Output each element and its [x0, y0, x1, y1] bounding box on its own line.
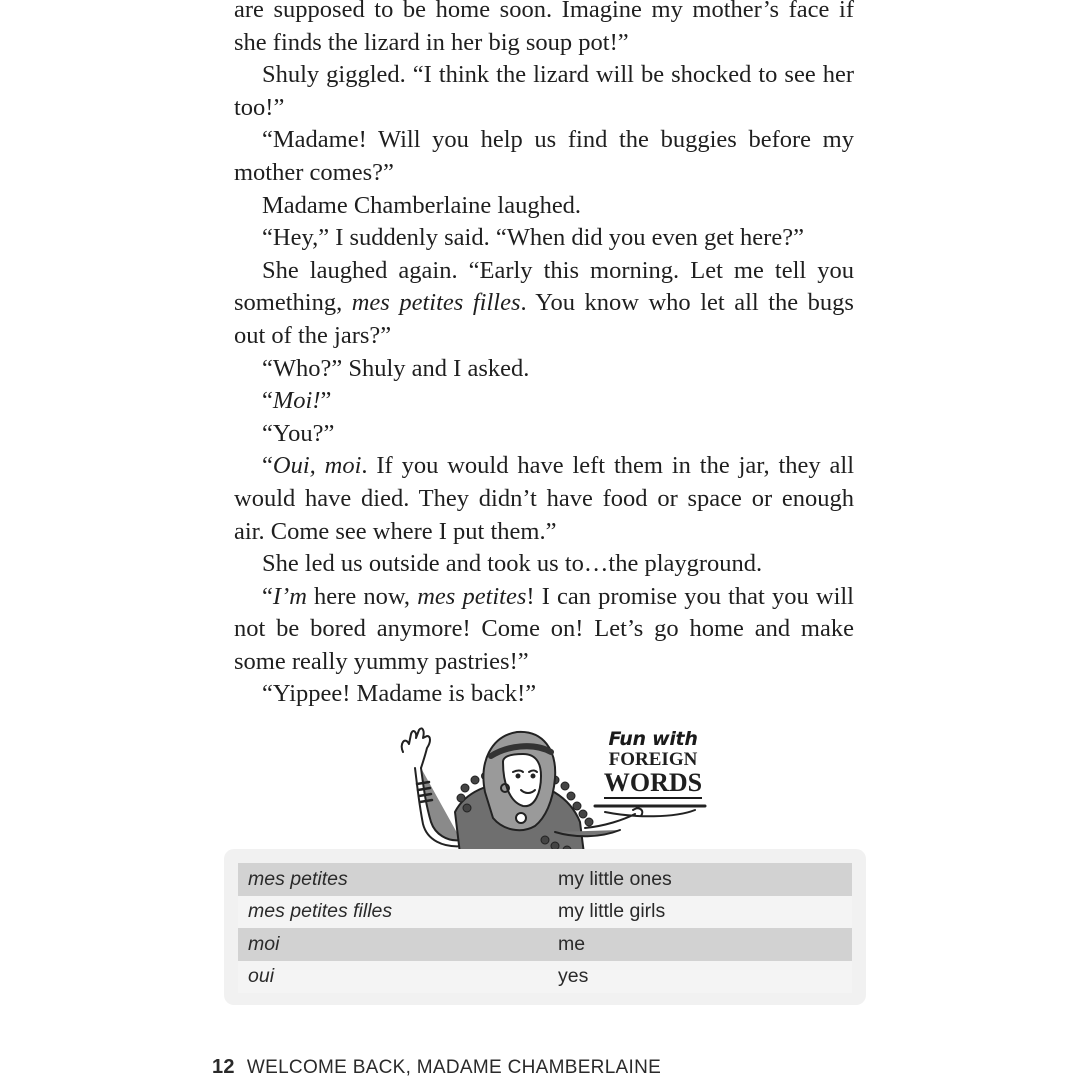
badge-line-1: Fun with [608, 728, 698, 750]
page-footer [212, 1056, 661, 1079]
paragraph: “Moi!” [262, 387, 332, 415]
paragraph: “I’m here now, mes petites! I can promise you that you will not be bored anymore! Come on! Let’s go home and make some really yummy pastries!” [234, 582, 854, 675]
paragraph: “Who?” Shuly and I asked. [262, 354, 530, 382]
paragraph: are supposed to be home soon. Imagine my mother’s face if she finds the lizard in her big soup pot!” [234, 0, 854, 56]
table-row [238, 896, 852, 929]
story-text [234, 0, 854, 711]
table-row [238, 961, 852, 994]
paragraph: Madame Chamberlaine laughed. [262, 191, 582, 219]
vocabulary-table [238, 863, 852, 993]
fun-with-foreign-words-badge [596, 728, 710, 799]
english-meaning: my little ones [558, 867, 672, 890]
foreign-phrase: mes petites [417, 582, 527, 610]
paragraph: “Hey,” I suddenly said. “When did you even get here?” [262, 224, 804, 252]
paragraph: “Madame! Will you help us find the buggies before my mother comes?” [234, 126, 854, 186]
french-term: mes petites filles [248, 900, 393, 923]
english-meaning: yes [558, 965, 589, 988]
page-number: 12 [212, 1056, 235, 1078]
paragraph: “You?” [262, 419, 335, 447]
badge-line-2: FOREIGN [608, 749, 698, 770]
paragraph: Shuly giggled. “I think the lizard will be shocked to see her too!” [234, 61, 854, 121]
english-meaning: me [558, 932, 586, 955]
french-term: oui [248, 965, 275, 988]
foreign-phrase: Oui, moi [272, 452, 362, 480]
emphasis: I’m [272, 582, 307, 610]
paragraph: “Oui, moi. If you would have left them in the jar, they all would have died. They didn’t have food or space or enough air. Come see where I put them.” [234, 452, 855, 545]
french-term: mes petites [248, 867, 348, 890]
badge-line-3: WORDS [603, 768, 703, 797]
french-term: moi [248, 932, 280, 955]
foreign-phrase: mes petites filles [351, 289, 521, 317]
running-title: WELCOME BACK, MADAME CHAMBERLAINE [246, 1057, 662, 1078]
foreign-phrase: Moi! [272, 387, 321, 415]
table-row [238, 863, 852, 896]
table-row [238, 928, 852, 961]
vocabulary-box [224, 849, 866, 1005]
english-meaning: my little girls [558, 900, 666, 923]
paragraph: “Yippee! Madame is back!” [262, 680, 537, 708]
paragraph: She laughed again. “Early this morning. Let me tell you something, mes petites filles. You know who let all the bugs out of the jars?” [234, 256, 854, 349]
paragraph: She led us outside and took us to…the playground. [262, 550, 763, 578]
